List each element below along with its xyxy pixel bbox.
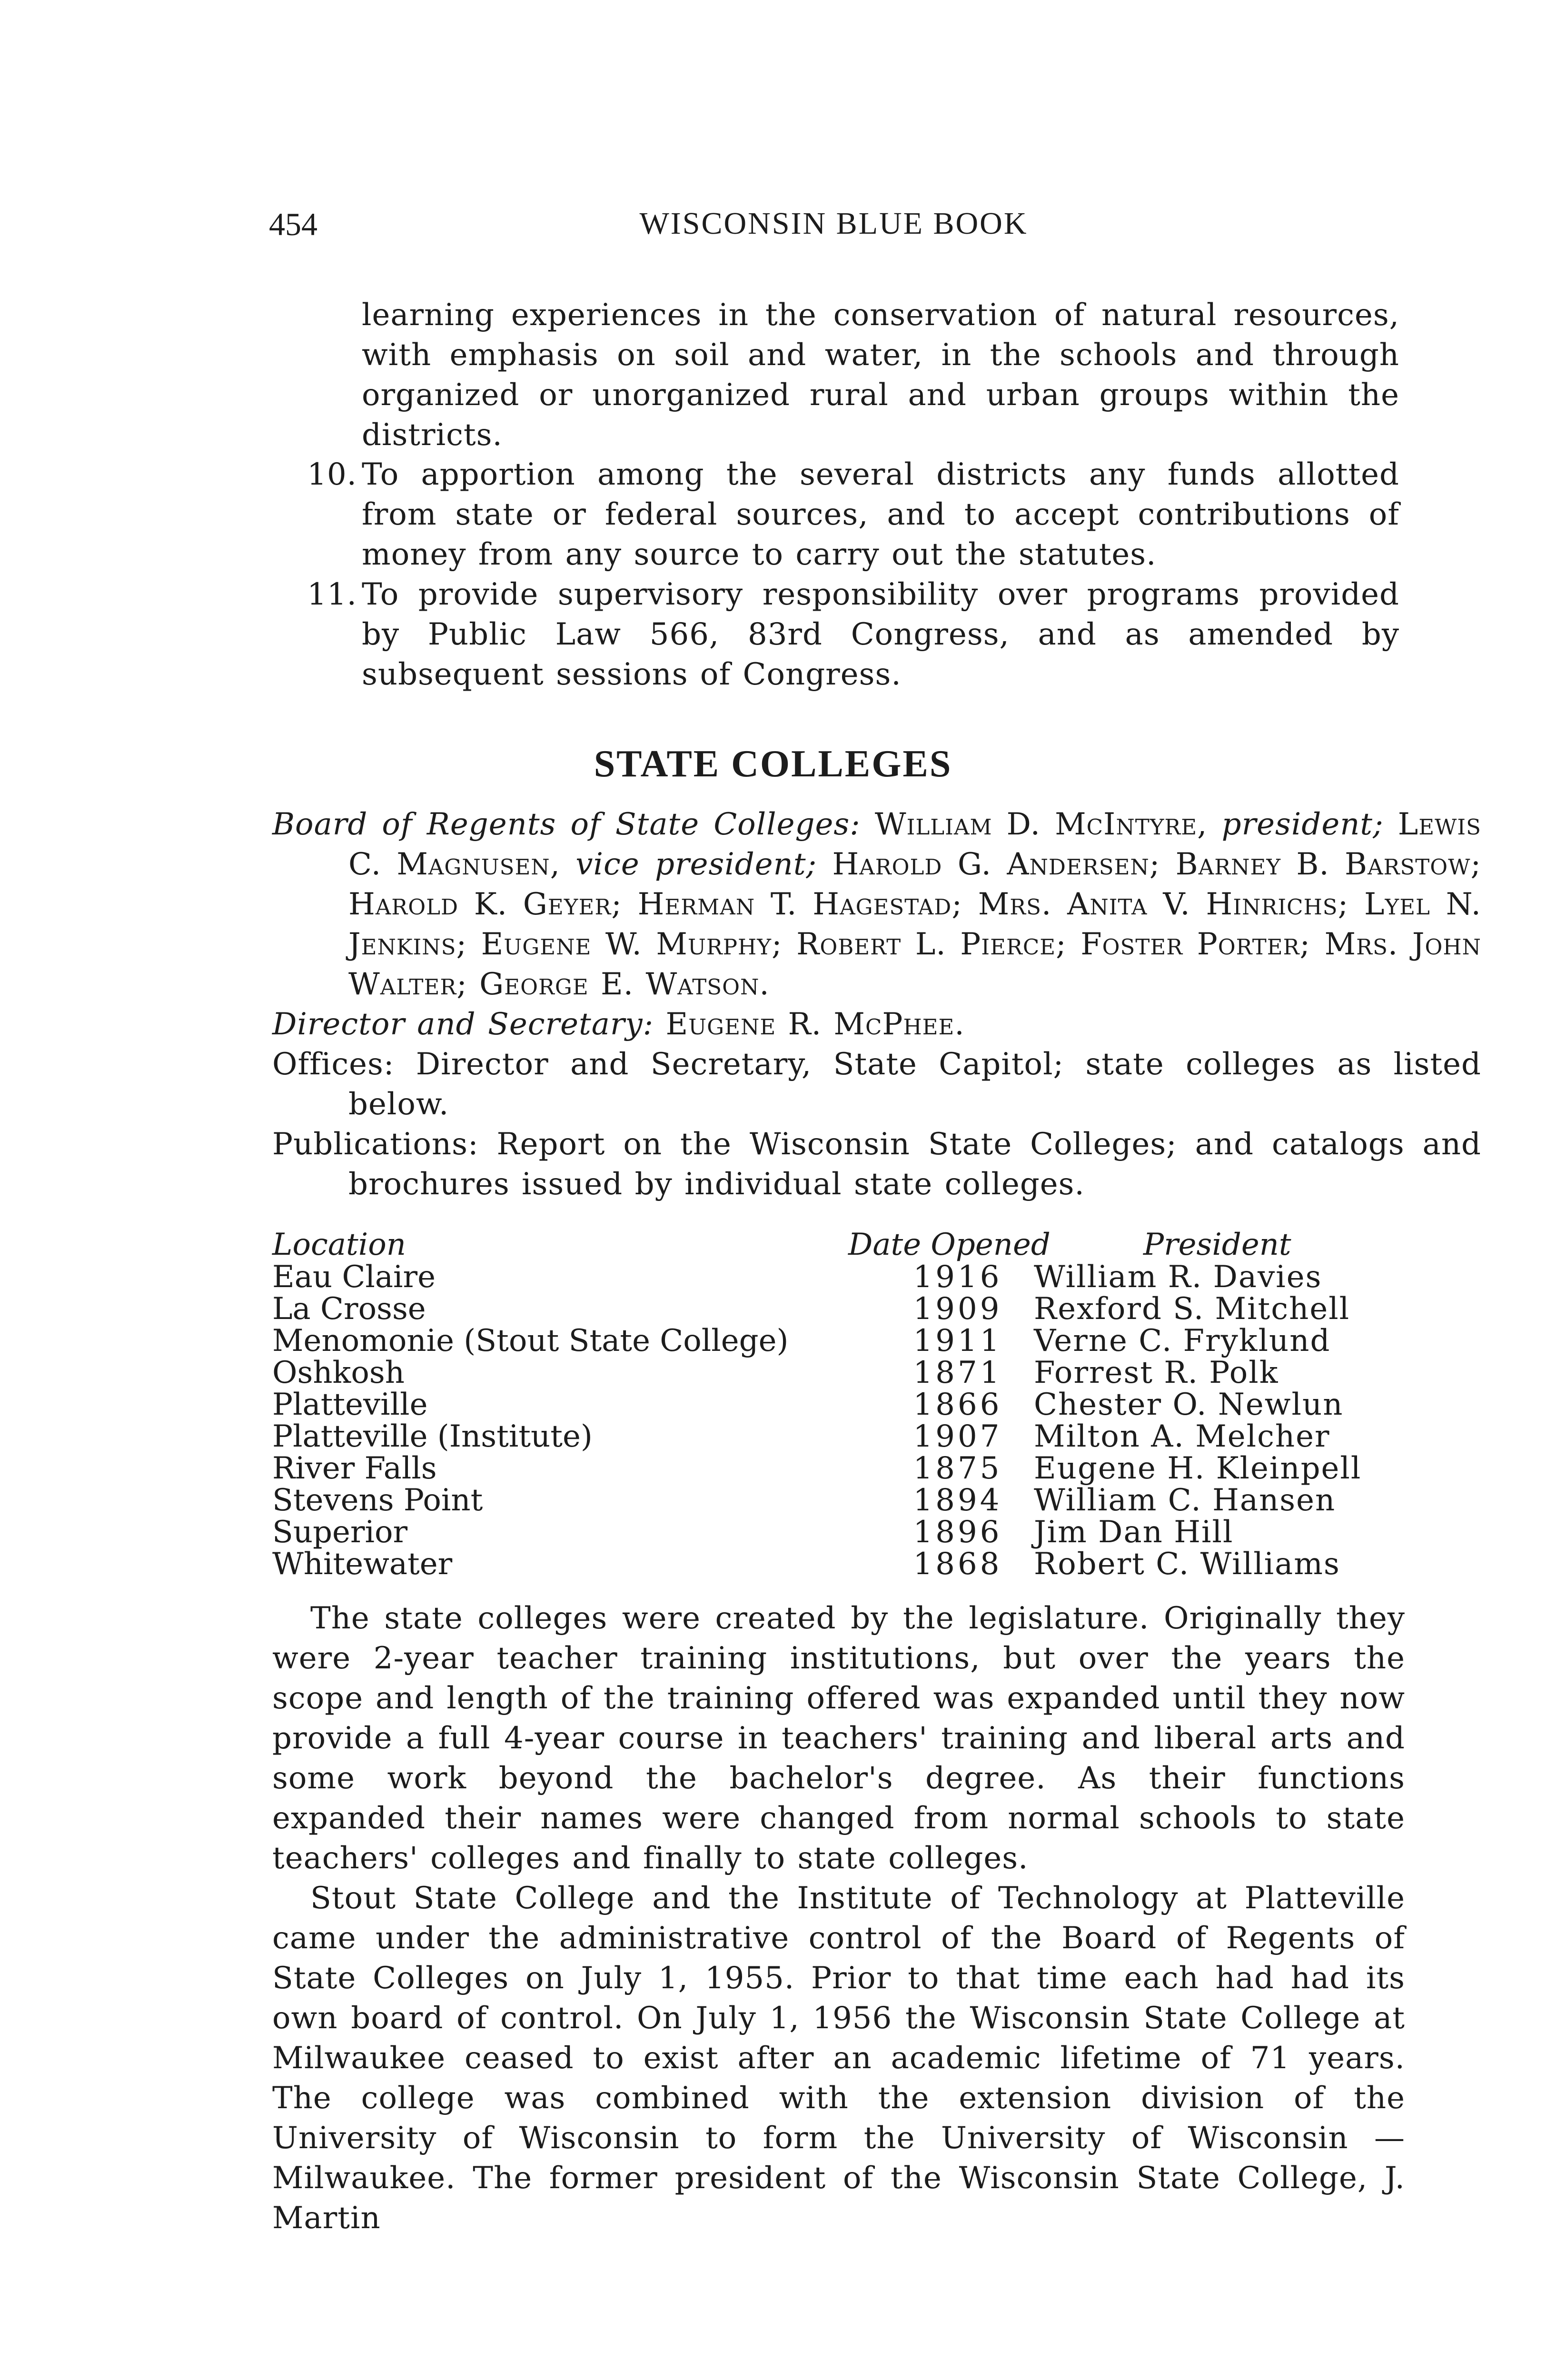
board-members: Harold G. Andersen; Barney B. Barstow; Harold K. Geyer; Herman T. Hagestad; Mrs. Anita V. Hinrichs; Lyel N. Jenkins; Eugene W. Murphy; Robert L. Pierce; Foster Porter; Mrs. John Walter; George E. Watson. <box>348 847 1482 1002</box>
cell-date: 1868 <box>913 1547 1002 1582</box>
cell-location: Oshkosh <box>272 1355 405 1390</box>
cell-date: 1907 <box>913 1419 1002 1454</box>
list-item-text: To apportion among the several districts any funds allotted from state or federal sources, and to accept contributions of money from any source to carry out the statutes. <box>362 457 1399 572</box>
cell-location: Whitewater <box>272 1547 453 1582</box>
offices-line: Offices: Director and Secretary, State Capitol; state colleges as listed below. <box>272 1047 1481 1122</box>
cell-president: Chester O. Newlun <box>1034 1387 1344 1422</box>
table-row <box>272 1387 1396 1422</box>
cell-location: Superior <box>272 1515 408 1550</box>
list-item-number: 11. <box>307 577 357 612</box>
cell-date: 1871 <box>913 1355 1002 1390</box>
board-vp-role: vice president; <box>575 847 817 882</box>
cell-date: 1894 <box>913 1483 1002 1518</box>
list-item-text: To provide supervisory responsibility over programs provided by Public Law 566, 83rd Congress, and as amended by subsequent sessions of Congress. <box>362 577 1399 692</box>
table-row <box>272 1515 1396 1550</box>
cell-president: William R. Davies <box>1034 1259 1322 1295</box>
board-of-regents <box>272 804 1481 1004</box>
director-name: Eugene R. McPhee. <box>665 1007 965 1042</box>
list-item-number: 10. <box>307 457 357 492</box>
cell-president: Milton A. Melcher <box>1034 1419 1330 1454</box>
cell-date: 1875 <box>913 1451 1002 1486</box>
cell-president: Jim Dan Hill <box>1034 1515 1234 1550</box>
board-president-role: president; <box>1221 807 1384 842</box>
cell-location: Eau Claire <box>272 1259 436 1295</box>
cell-president: William C. Hansen <box>1034 1483 1336 1518</box>
cell-president: Eugene H. Kleinpell <box>1034 1451 1362 1486</box>
body-paragraph: Stout State College and the Institute of Technology at Platteville came under the administrative control of the Board of Regents of State Colleges on July 1, 1955. Prior to that time each had had its own board of control. On July 1, 1956 the Wisconsin State College at Milwaukee ceased to exist after an academic lifetime of 71 years. The college was combined with the extension division of the University of Wisconsin to form the University of Wisconsin — Milwaukee. The former president of the Wisconsin State College, J. Martin <box>272 1881 1405 2236</box>
board-vp-name: Lewis C. Magnusen, <box>348 807 1481 882</box>
page-header <box>269 206 1398 244</box>
list-continuation: learning experiences in the conservation of natural resources, with emphasis on soil and water, in the schools and through organized or unorganized rural and urban groups within the districts. <box>362 298 1399 453</box>
cell-president: Verne C. Fryklund <box>1034 1323 1331 1359</box>
cell-date: 1916 <box>913 1259 1002 1295</box>
body-paragraph: The state colleges were created by the legislature. Originally they were 2-year teacher training institutions, but over the years the scope and length of the training offered was expanded until they now provide a full 4-year course in teachers' training and liberal arts and some work beyond the bachelor's degree. As their functions expanded their names were changed from normal schools to state teachers' colleges and finally to state colleges. <box>272 1601 1405 1876</box>
table-row <box>272 1451 1396 1486</box>
table-row <box>272 1291 1396 1327</box>
cell-location: La Crosse <box>272 1291 426 1327</box>
cell-president: Rexford S. Mitchell <box>1034 1291 1350 1327</box>
cell-date: 1911 <box>913 1323 1002 1359</box>
column-header-date-opened: Date Opened <box>848 1227 1050 1262</box>
page-number: 454 <box>269 206 317 242</box>
table-row <box>272 1323 1396 1359</box>
board-president-name: William D. McIntyre, <box>874 807 1208 842</box>
table-row <box>272 1259 1396 1295</box>
table-row <box>272 1483 1396 1518</box>
column-header-president: President <box>1143 1227 1291 1262</box>
cell-president: Robert C. Williams <box>1034 1547 1340 1582</box>
section-heading: STATE COLLEGES <box>594 743 952 785</box>
table-row <box>272 1355 1396 1388</box>
director-label: Director and Secretary: <box>272 1007 654 1042</box>
board-label: Board of Regents of State Colleges: <box>272 807 861 842</box>
cell-date: 1896 <box>913 1515 1002 1550</box>
director-line <box>272 1004 1405 1044</box>
cell-location: Stevens Point <box>272 1483 483 1518</box>
cell-location: River Falls <box>272 1451 437 1486</box>
running-title: WISCONSIN BLUE BOOK <box>639 206 1028 241</box>
table-row <box>272 1547 1396 1582</box>
cell-date: 1866 <box>913 1387 1002 1422</box>
cell-location: Platteville <box>272 1387 428 1422</box>
column-header-location: Location <box>272 1227 406 1262</box>
table-row <box>272 1419 1396 1454</box>
cell-location: Menomonie (Stout State College) <box>272 1323 789 1359</box>
publications-line: Publications: Report on the Wisconsin State Colleges; and catalogs and brochures issued by individual state colleges. <box>272 1127 1481 1202</box>
cell-location: Platteville (Institute) <box>272 1419 593 1454</box>
cell-president: Forrest R. Polk <box>1034 1355 1279 1390</box>
cell-date: 1909 <box>913 1291 1002 1327</box>
